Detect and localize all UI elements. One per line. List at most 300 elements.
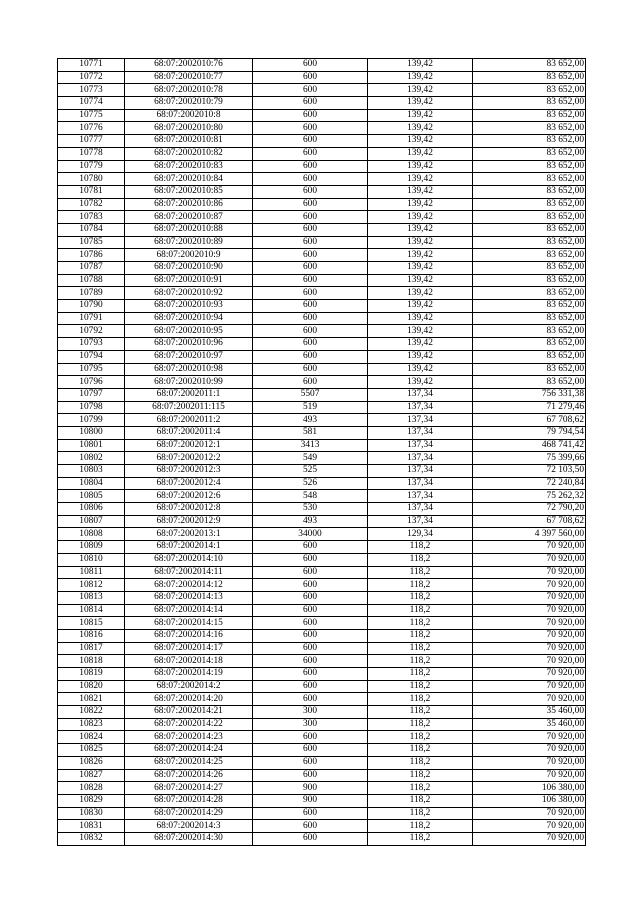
area-cell: 600 xyxy=(253,591,368,604)
amount-cell: 70 920,00 xyxy=(473,731,586,744)
table-row xyxy=(58,515,586,528)
table-row xyxy=(58,706,586,719)
cadastral-number-cell: 68:07:2002014:21 xyxy=(125,706,253,719)
amount-cell: 4 397 560,00 xyxy=(473,528,586,541)
cadastral-number-cell: 68:07:2002010:82 xyxy=(125,147,253,160)
amount-cell: 70 920,00 xyxy=(473,756,586,769)
area-cell: 600 xyxy=(253,668,368,681)
table-row xyxy=(58,300,586,313)
rate-cell: 137,34 xyxy=(368,426,473,439)
table-row xyxy=(58,236,586,249)
amount-cell: 83 652,00 xyxy=(473,300,586,313)
area-cell: 600 xyxy=(253,287,368,300)
cadastral-number-cell: 68:07:2002014:24 xyxy=(125,744,253,757)
row-number-cell: 10805 xyxy=(58,490,125,503)
rate-cell: 118,2 xyxy=(368,820,473,833)
rate-cell: 139,42 xyxy=(368,59,473,72)
rate-cell: 139,42 xyxy=(368,325,473,338)
amount-cell: 75 262,32 xyxy=(473,490,586,503)
area-cell: 549 xyxy=(253,452,368,465)
row-number-cell: 10823 xyxy=(58,718,125,731)
table-row xyxy=(58,84,586,97)
amount-cell: 83 652,00 xyxy=(473,185,586,198)
row-number-cell: 10771 xyxy=(58,59,125,72)
amount-cell: 83 652,00 xyxy=(473,122,586,135)
area-cell: 600 xyxy=(253,173,368,186)
area-cell: 600 xyxy=(253,185,368,198)
area-cell: 600 xyxy=(253,122,368,135)
table-row xyxy=(58,401,586,414)
table-row xyxy=(58,794,586,807)
table-row xyxy=(58,477,586,490)
row-number-cell: 10798 xyxy=(58,401,125,414)
cadastral-number-cell: 68:07:2002010:94 xyxy=(125,312,253,325)
amount-cell: 83 652,00 xyxy=(473,147,586,160)
table-row xyxy=(58,350,586,363)
rate-cell: 118,2 xyxy=(368,655,473,668)
cadastral-number-cell: 68:07:2002010:78 xyxy=(125,84,253,97)
row-number-cell: 10804 xyxy=(58,477,125,490)
cadastral-number-cell: 68:07:2002014:20 xyxy=(125,693,253,706)
cadastral-number-cell: 68:07:2002014:1 xyxy=(125,541,253,554)
rate-cell: 139,42 xyxy=(368,287,473,300)
table-row xyxy=(58,617,586,630)
row-number-cell: 10822 xyxy=(58,706,125,719)
area-cell: 600 xyxy=(253,71,368,84)
table-row xyxy=(58,655,586,668)
row-number-cell: 10828 xyxy=(58,782,125,795)
table-row xyxy=(58,376,586,389)
cadastral-number-cell: 68:07:2002014:22 xyxy=(125,718,253,731)
amount-cell: 70 920,00 xyxy=(473,680,586,693)
cadastral-number-cell: 68:07:2002010:80 xyxy=(125,122,253,135)
amount-cell: 70 920,00 xyxy=(473,604,586,617)
cadastral-number-cell: 68:07:2002011:115 xyxy=(125,401,253,414)
cadastral-number-cell: 68:07:2002014:13 xyxy=(125,591,253,604)
rate-cell: 118,2 xyxy=(368,769,473,782)
table-row xyxy=(58,528,586,541)
rate-cell: 118,2 xyxy=(368,668,473,681)
area-cell: 600 xyxy=(253,59,368,72)
cadastral-number-cell: 68:07:2002014:2 xyxy=(125,680,253,693)
rate-cell: 137,34 xyxy=(368,515,473,528)
table-row xyxy=(58,135,586,148)
area-cell: 548 xyxy=(253,490,368,503)
area-cell: 600 xyxy=(253,820,368,833)
amount-cell: 67 708,62 xyxy=(473,414,586,427)
table-row xyxy=(58,642,586,655)
row-number-cell: 10816 xyxy=(58,629,125,642)
amount-cell: 70 920,00 xyxy=(473,553,586,566)
row-number-cell: 10775 xyxy=(58,109,125,122)
area-cell: 600 xyxy=(253,312,368,325)
area-cell: 600 xyxy=(253,274,368,287)
table-row xyxy=(58,820,586,833)
rate-cell: 139,42 xyxy=(368,262,473,275)
amount-cell: 83 652,00 xyxy=(473,84,586,97)
row-number-cell: 10780 xyxy=(58,173,125,186)
row-number-cell: 10778 xyxy=(58,147,125,160)
area-cell: 493 xyxy=(253,515,368,528)
table-row xyxy=(58,452,586,465)
rate-cell: 118,2 xyxy=(368,566,473,579)
cadastral-number-cell: 68:07:2002010:96 xyxy=(125,338,253,351)
table-row xyxy=(58,693,586,706)
cadastral-number-cell: 68:07:2002010:8 xyxy=(125,109,253,122)
amount-cell: 67 708,62 xyxy=(473,515,586,528)
table-row xyxy=(58,718,586,731)
cadastral-number-cell: 68:07:2002010:89 xyxy=(125,236,253,249)
table-row xyxy=(58,325,586,338)
amount-cell: 70 920,00 xyxy=(473,629,586,642)
cadastral-number-cell: 68:07:2002011:2 xyxy=(125,414,253,427)
rate-cell: 137,34 xyxy=(368,490,473,503)
rate-cell: 139,42 xyxy=(368,376,473,389)
row-number-cell: 10818 xyxy=(58,655,125,668)
rate-cell: 139,42 xyxy=(368,198,473,211)
table-row xyxy=(58,668,586,681)
rate-cell: 118,2 xyxy=(368,693,473,706)
rate-cell: 139,42 xyxy=(368,135,473,148)
table-row xyxy=(58,262,586,275)
amount-cell: 83 652,00 xyxy=(473,97,586,110)
row-number-cell: 10772 xyxy=(58,71,125,84)
cadastral-number-cell: 68:07:2002014:3 xyxy=(125,820,253,833)
amount-cell: 70 920,00 xyxy=(473,642,586,655)
row-number-cell: 10829 xyxy=(58,794,125,807)
row-number-cell: 10792 xyxy=(58,325,125,338)
cadastral-number-cell: 68:07:2002012:2 xyxy=(125,452,253,465)
row-number-cell: 10785 xyxy=(58,236,125,249)
amount-cell: 70 920,00 xyxy=(473,832,586,845)
row-number-cell: 10813 xyxy=(58,591,125,604)
amount-cell: 756 331,38 xyxy=(473,388,586,401)
amount-cell: 83 652,00 xyxy=(473,109,586,122)
table-row xyxy=(58,807,586,820)
row-number-cell: 10800 xyxy=(58,426,125,439)
row-number-cell: 10773 xyxy=(58,84,125,97)
cadastral-number-cell: 68:07:2002010:95 xyxy=(125,325,253,338)
row-number-cell: 10824 xyxy=(58,731,125,744)
amount-cell: 72 103,50 xyxy=(473,465,586,478)
cadastral-number-cell: 68:07:2002010:91 xyxy=(125,274,253,287)
area-cell: 600 xyxy=(253,236,368,249)
area-cell: 300 xyxy=(253,706,368,719)
rate-cell: 118,2 xyxy=(368,604,473,617)
rate-cell: 118,2 xyxy=(368,756,473,769)
cadastral-number-cell: 68:07:2002010:97 xyxy=(125,350,253,363)
area-cell: 600 xyxy=(253,211,368,224)
amount-cell: 35 460,00 xyxy=(473,718,586,731)
rate-cell: 118,2 xyxy=(368,807,473,820)
table-row xyxy=(58,173,586,186)
row-number-cell: 10820 xyxy=(58,680,125,693)
area-cell: 3413 xyxy=(253,439,368,452)
area-cell: 600 xyxy=(253,300,368,313)
area-cell: 600 xyxy=(253,160,368,173)
amount-cell: 72 790,20 xyxy=(473,503,586,516)
row-number-cell: 10776 xyxy=(58,122,125,135)
rate-cell: 139,42 xyxy=(368,236,473,249)
amount-cell: 83 652,00 xyxy=(473,274,586,287)
amount-cell: 70 920,00 xyxy=(473,744,586,757)
cadastral-number-cell: 68:07:2002010:77 xyxy=(125,71,253,84)
cadastral-number-cell: 68:07:2002010:9 xyxy=(125,249,253,262)
rate-cell: 139,42 xyxy=(368,312,473,325)
table-row xyxy=(58,541,586,554)
rate-cell: 137,34 xyxy=(368,401,473,414)
table-row xyxy=(58,338,586,351)
area-cell: 600 xyxy=(253,84,368,97)
cadastral-number-cell: 68:07:2002010:92 xyxy=(125,287,253,300)
amount-cell: 70 920,00 xyxy=(473,541,586,554)
amount-cell: 83 652,00 xyxy=(473,376,586,389)
area-cell: 900 xyxy=(253,782,368,795)
row-number-cell: 10802 xyxy=(58,452,125,465)
amount-cell: 83 652,00 xyxy=(473,173,586,186)
cadastral-number-cell: 68:07:2002014:25 xyxy=(125,756,253,769)
table-row xyxy=(58,97,586,110)
row-number-cell: 10812 xyxy=(58,579,125,592)
table-row xyxy=(58,756,586,769)
rate-cell: 118,2 xyxy=(368,579,473,592)
rate-cell: 139,42 xyxy=(368,84,473,97)
cadastral-number-cell: 68:07:2002014:10 xyxy=(125,553,253,566)
area-cell: 300 xyxy=(253,718,368,731)
row-number-cell: 10827 xyxy=(58,769,125,782)
amount-cell: 468 741,42 xyxy=(473,439,586,452)
cadastral-number-cell: 68:07:2002012:9 xyxy=(125,515,253,528)
rate-cell: 118,2 xyxy=(368,541,473,554)
row-number-cell: 10779 xyxy=(58,160,125,173)
table-row xyxy=(58,312,586,325)
rate-cell: 137,34 xyxy=(368,465,473,478)
row-number-cell: 10783 xyxy=(58,211,125,224)
data-table xyxy=(57,58,586,846)
amount-cell: 35 460,00 xyxy=(473,706,586,719)
cadastral-number-cell: 68:07:2002012:6 xyxy=(125,490,253,503)
cadastral-number-cell: 68:07:2002014:19 xyxy=(125,668,253,681)
area-cell: 600 xyxy=(253,262,368,275)
table-row xyxy=(58,579,586,592)
table-row xyxy=(58,109,586,122)
area-cell: 5507 xyxy=(253,388,368,401)
row-number-cell: 10806 xyxy=(58,503,125,516)
rate-cell: 137,34 xyxy=(368,452,473,465)
area-cell: 600 xyxy=(253,744,368,757)
area-cell: 600 xyxy=(253,363,368,376)
rate-cell: 139,42 xyxy=(368,211,473,224)
row-number-cell: 10808 xyxy=(58,528,125,541)
area-cell: 530 xyxy=(253,503,368,516)
table-row xyxy=(58,198,586,211)
area-cell: 600 xyxy=(253,655,368,668)
amount-cell: 106 380,00 xyxy=(473,794,586,807)
table-row xyxy=(58,553,586,566)
rate-cell: 118,2 xyxy=(368,642,473,655)
table-row xyxy=(58,591,586,604)
row-number-cell: 10814 xyxy=(58,604,125,617)
cadastral-number-cell: 68:07:2002014:12 xyxy=(125,579,253,592)
rate-cell: 139,42 xyxy=(368,160,473,173)
table-row xyxy=(58,363,586,376)
cadastral-number-cell: 68:07:2002014:28 xyxy=(125,794,253,807)
table-row xyxy=(58,782,586,795)
rate-cell: 137,34 xyxy=(368,414,473,427)
row-number-cell: 10787 xyxy=(58,262,125,275)
cadastral-number-cell: 68:07:2002011:4 xyxy=(125,426,253,439)
cadastral-number-cell: 68:07:2002010:79 xyxy=(125,97,253,110)
cadastral-number-cell: 68:07:2002010:85 xyxy=(125,185,253,198)
row-number-cell: 10815 xyxy=(58,617,125,630)
area-cell: 600 xyxy=(253,731,368,744)
row-number-cell: 10788 xyxy=(58,274,125,287)
amount-cell: 70 920,00 xyxy=(473,566,586,579)
amount-cell: 70 920,00 xyxy=(473,693,586,706)
table-row xyxy=(58,287,586,300)
amount-cell: 83 652,00 xyxy=(473,198,586,211)
row-number-cell: 10810 xyxy=(58,553,125,566)
rate-cell: 118,2 xyxy=(368,629,473,642)
area-cell: 600 xyxy=(253,642,368,655)
row-number-cell: 10803 xyxy=(58,465,125,478)
table-row xyxy=(58,503,586,516)
rate-cell: 118,2 xyxy=(368,553,473,566)
rate-cell: 139,42 xyxy=(368,109,473,122)
amount-cell: 83 652,00 xyxy=(473,59,586,72)
table-body xyxy=(58,59,586,846)
cadastral-number-cell: 68:07:2002010:93 xyxy=(125,300,253,313)
cadastral-number-cell: 68:07:2002010:88 xyxy=(125,223,253,236)
area-cell: 600 xyxy=(253,147,368,160)
area-cell: 600 xyxy=(253,109,368,122)
row-number-cell: 10786 xyxy=(58,249,125,262)
cadastral-number-cell: 68:07:2002014:27 xyxy=(125,782,253,795)
cadastral-number-cell: 68:07:2002010:90 xyxy=(125,262,253,275)
area-cell: 600 xyxy=(253,629,368,642)
area-cell: 600 xyxy=(253,553,368,566)
row-number-cell: 10794 xyxy=(58,350,125,363)
rate-cell: 118,2 xyxy=(368,782,473,795)
row-number-cell: 10799 xyxy=(58,414,125,427)
row-number-cell: 10796 xyxy=(58,376,125,389)
row-number-cell: 10801 xyxy=(58,439,125,452)
area-cell: 600 xyxy=(253,579,368,592)
rate-cell: 118,2 xyxy=(368,680,473,693)
rate-cell: 137,34 xyxy=(368,477,473,490)
amount-cell: 70 920,00 xyxy=(473,807,586,820)
rate-cell: 139,42 xyxy=(368,173,473,186)
cadastral-number-cell: 68:07:2002014:23 xyxy=(125,731,253,744)
area-cell: 600 xyxy=(253,249,368,262)
area-cell: 600 xyxy=(253,807,368,820)
area-cell: 493 xyxy=(253,414,368,427)
amount-cell: 75 399,66 xyxy=(473,452,586,465)
table-row xyxy=(58,426,586,439)
area-cell: 600 xyxy=(253,223,368,236)
table-row xyxy=(58,744,586,757)
area-cell: 519 xyxy=(253,401,368,414)
rate-cell: 139,42 xyxy=(368,185,473,198)
amount-cell: 83 652,00 xyxy=(473,249,586,262)
rate-cell: 137,34 xyxy=(368,439,473,452)
row-number-cell: 10825 xyxy=(58,744,125,757)
table-row xyxy=(58,439,586,452)
amount-cell: 83 652,00 xyxy=(473,363,586,376)
row-number-cell: 10795 xyxy=(58,363,125,376)
rate-cell: 118,2 xyxy=(368,832,473,845)
area-cell: 600 xyxy=(253,604,368,617)
area-cell: 526 xyxy=(253,477,368,490)
rate-cell: 139,42 xyxy=(368,223,473,236)
area-cell: 34000 xyxy=(253,528,368,541)
row-number-cell: 10774 xyxy=(58,97,125,110)
area-cell: 600 xyxy=(253,566,368,579)
rate-cell: 139,42 xyxy=(368,147,473,160)
area-cell: 600 xyxy=(253,376,368,389)
table-row xyxy=(58,59,586,72)
row-number-cell: 10790 xyxy=(58,300,125,313)
amount-cell: 83 652,00 xyxy=(473,71,586,84)
rate-cell: 137,34 xyxy=(368,503,473,516)
amount-cell: 83 652,00 xyxy=(473,262,586,275)
area-cell: 600 xyxy=(253,680,368,693)
rate-cell: 118,2 xyxy=(368,591,473,604)
cadastral-number-cell: 68:07:2002014:15 xyxy=(125,617,253,630)
row-number-cell: 10777 xyxy=(58,135,125,148)
table-row xyxy=(58,731,586,744)
amount-cell: 70 920,00 xyxy=(473,769,586,782)
rate-cell: 118,2 xyxy=(368,718,473,731)
area-cell: 600 xyxy=(253,325,368,338)
cadastral-number-cell: 68:07:2002013:1 xyxy=(125,528,253,541)
area-cell: 600 xyxy=(253,769,368,782)
area-cell: 600 xyxy=(253,541,368,554)
rate-cell: 139,42 xyxy=(368,338,473,351)
amount-cell: 83 652,00 xyxy=(473,160,586,173)
cadastral-number-cell: 68:07:2002014:17 xyxy=(125,642,253,655)
area-cell: 600 xyxy=(253,693,368,706)
amount-cell: 72 240,84 xyxy=(473,477,586,490)
cadastral-number-cell: 68:07:2002014:16 xyxy=(125,629,253,642)
area-cell: 600 xyxy=(253,198,368,211)
amount-cell: 83 652,00 xyxy=(473,325,586,338)
amount-cell: 83 652,00 xyxy=(473,312,586,325)
rate-cell: 139,42 xyxy=(368,363,473,376)
cadastral-number-cell: 68:07:2002010:87 xyxy=(125,211,253,224)
cadastral-number-cell: 68:07:2002012:8 xyxy=(125,503,253,516)
area-cell: 600 xyxy=(253,350,368,363)
cadastral-number-cell: 68:07:2002014:26 xyxy=(125,769,253,782)
cadastral-number-cell: 68:07:2002010:81 xyxy=(125,135,253,148)
area-cell: 900 xyxy=(253,794,368,807)
area-cell: 581 xyxy=(253,426,368,439)
table-row xyxy=(58,160,586,173)
table-row xyxy=(58,147,586,160)
row-number-cell: 10807 xyxy=(58,515,125,528)
cadastral-number-cell: 68:07:2002014:14 xyxy=(125,604,253,617)
rate-cell: 139,42 xyxy=(368,97,473,110)
amount-cell: 83 652,00 xyxy=(473,135,586,148)
amount-cell: 83 652,00 xyxy=(473,338,586,351)
amount-cell: 83 652,00 xyxy=(473,223,586,236)
rate-cell: 139,42 xyxy=(368,300,473,313)
table-row xyxy=(58,629,586,642)
row-number-cell: 10809 xyxy=(58,541,125,554)
area-cell: 525 xyxy=(253,465,368,478)
table-row xyxy=(58,414,586,427)
area-cell: 600 xyxy=(253,338,368,351)
